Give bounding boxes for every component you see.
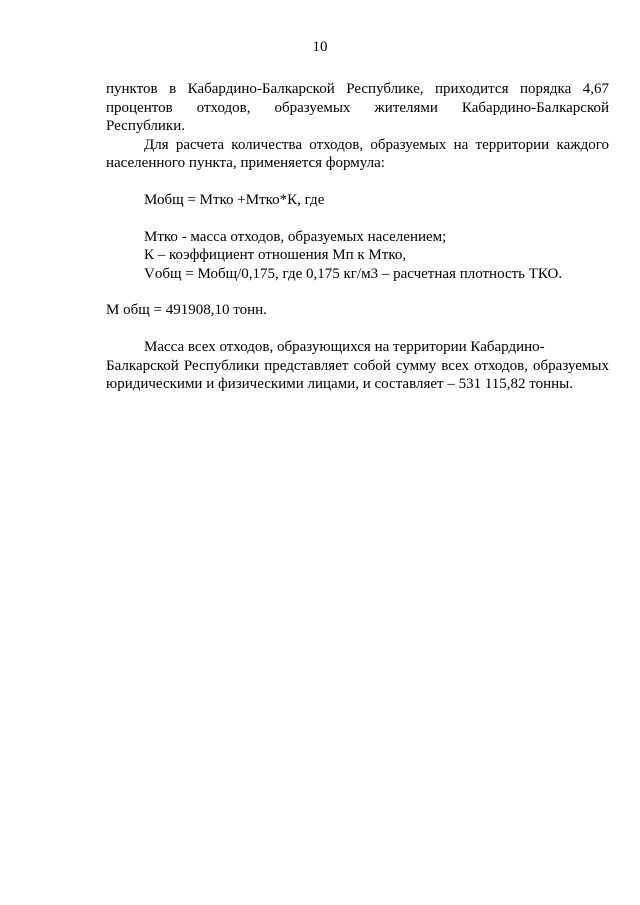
result-text: М общ = 491908,10 тонн. [106, 302, 267, 319]
text-line: юридическими и физическими лицами, и составляет – 531 115,82 тонны. [106, 376, 573, 393]
text-line: населенного пункта, применяется формула: [106, 155, 385, 172]
text-line: Для расчета количества отходов, образуемых на территории каждого [144, 136, 609, 153]
formula-text: Мобщ = Мтко +Мтко*К, где [144, 191, 325, 208]
text-line: Балкарской Республики представляет собой сумму всех отходов, образуемых [106, 357, 609, 374]
definition-line: Vобщ = Мобщ/0,175, где 0,175 кг/м3 – расчетная плотность ТКО. [144, 265, 563, 282]
text-line: пунктов в Кабардино-Балкарской Республике, приходится порядка 4,67 [106, 81, 609, 97]
text-line: Республики. [106, 118, 185, 135]
paragraph-total-waste [106, 338, 609, 394]
text-line: Масса всех отходов, образующихся на территории Кабардино- [144, 338, 545, 355]
definition-line: К – коэффициент отношения Мп к Мтко, [144, 247, 407, 264]
page-number: 10 [312, 39, 328, 55]
formula [106, 191, 609, 210]
paragraph-calculation-intro [106, 136, 609, 173]
text-line: процентов отходов, образуемых жителями Кабардино-Балкарской [106, 99, 609, 116]
formula-definitions [106, 228, 609, 284]
page-content [106, 80, 609, 394]
definition-line: Мтко - масса отходов, образуемых населением; [144, 228, 447, 245]
paragraph-share-of-waste [106, 80, 609, 136]
result-total-mass [106, 301, 609, 320]
